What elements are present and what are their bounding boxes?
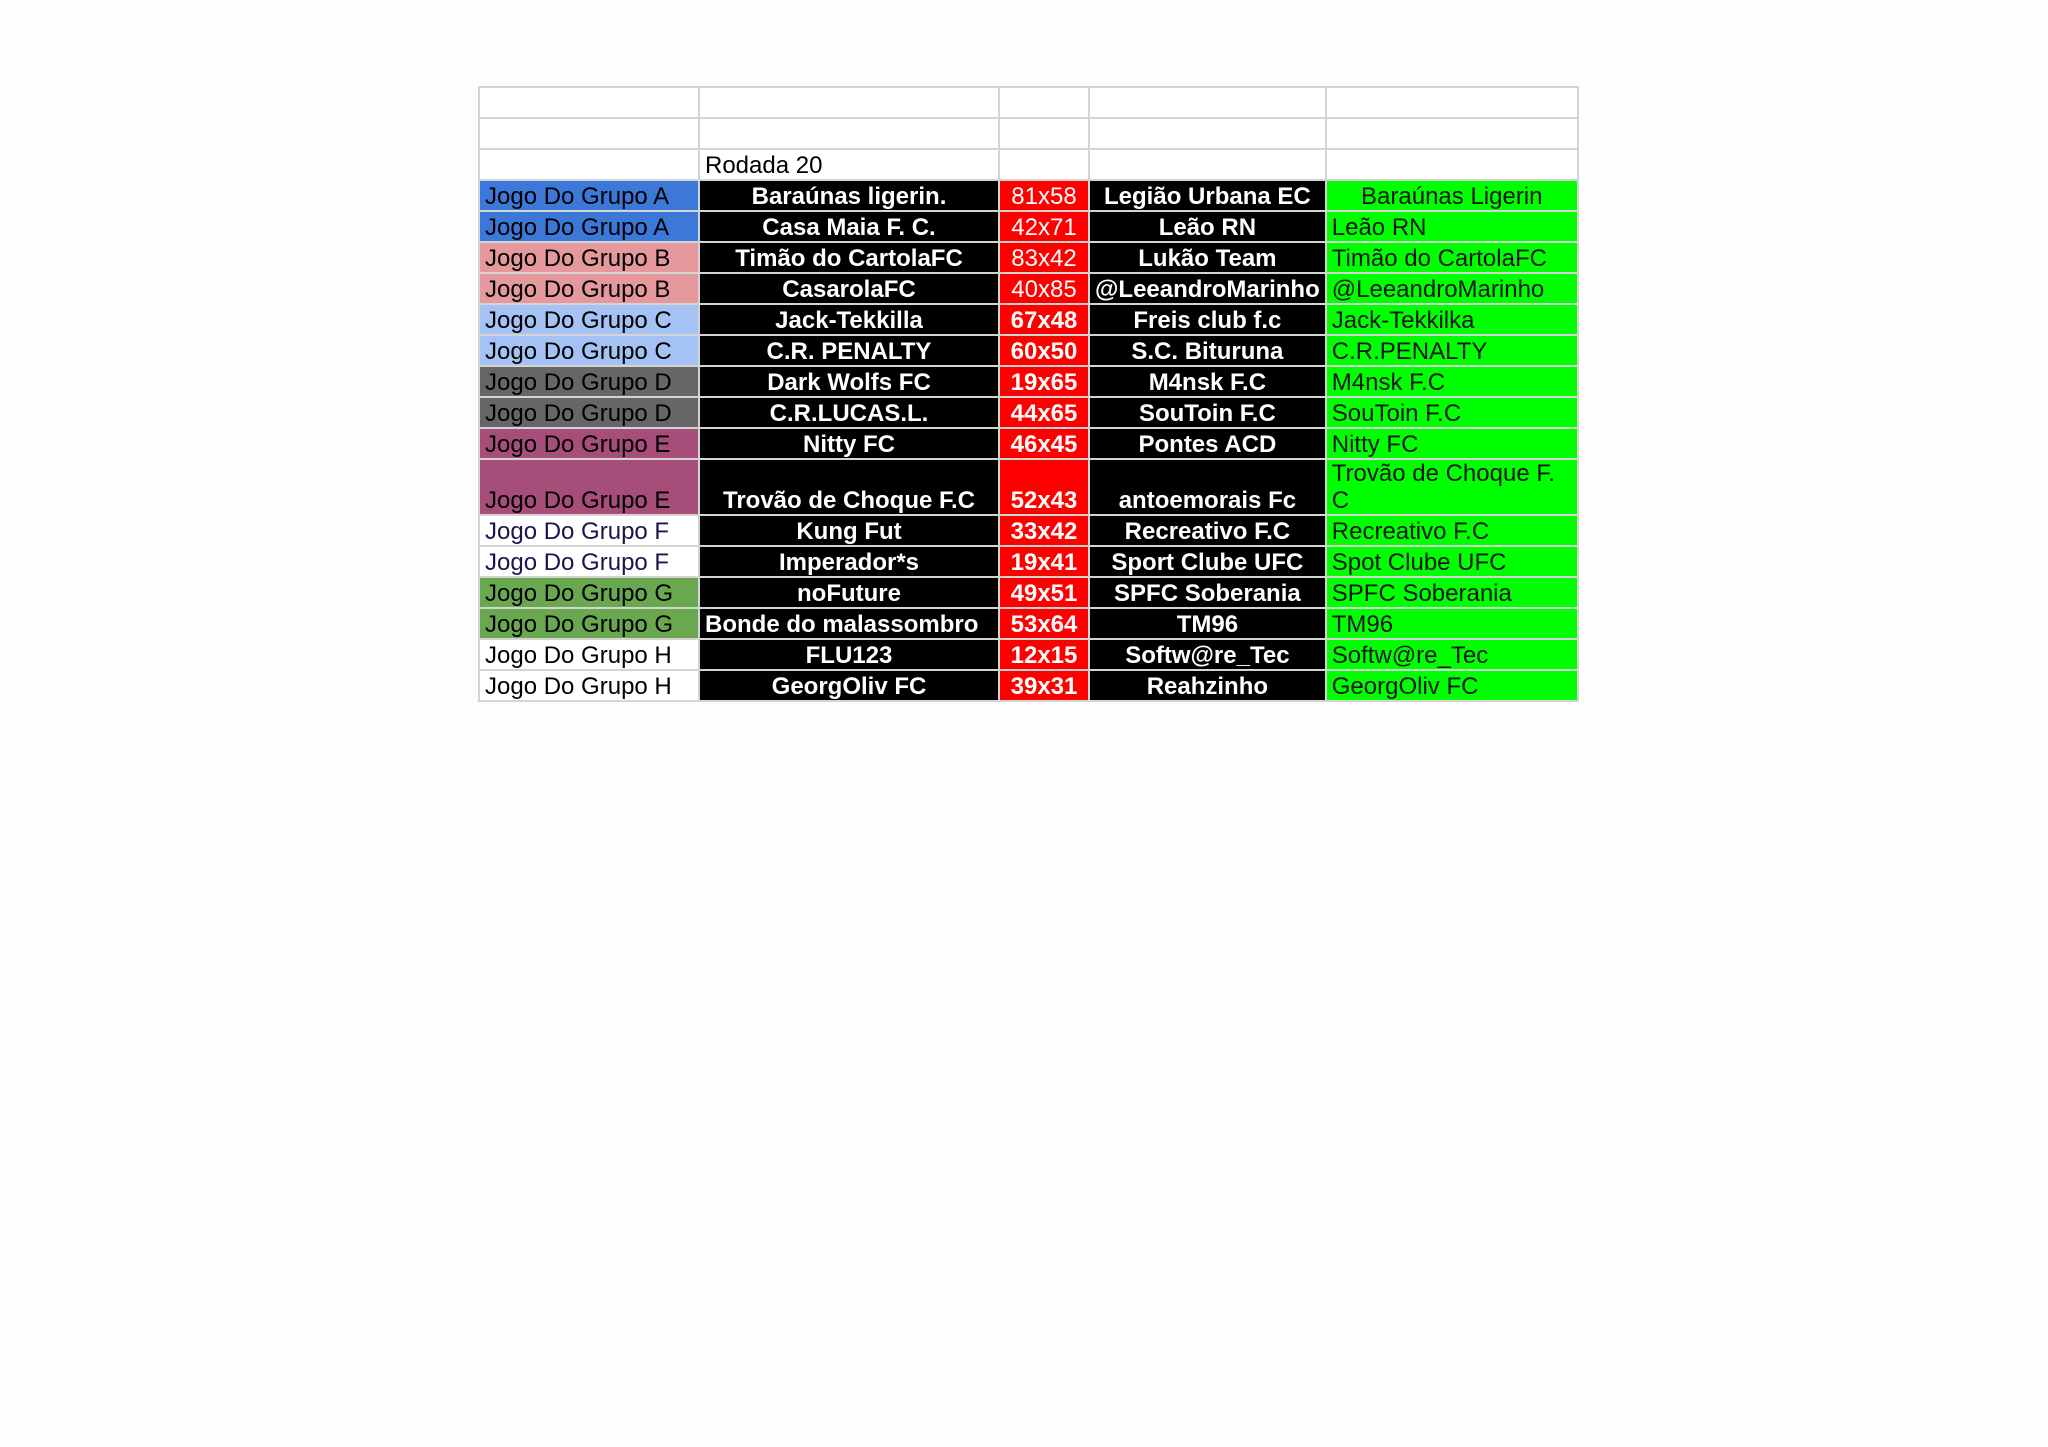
winner-cell[interactable]: Leão RN bbox=[1326, 211, 1578, 242]
home-team-cell[interactable]: Jack-Tekkilla bbox=[699, 304, 999, 335]
group-cell[interactable]: Jogo Do Grupo G bbox=[479, 608, 699, 639]
away-team-cell[interactable]: SPFC Soberania bbox=[1089, 577, 1326, 608]
score-cell[interactable]: 81x58 bbox=[999, 180, 1089, 211]
empty-cell[interactable] bbox=[699, 87, 999, 118]
winner-cell[interactable]: Baraúnas Ligerin bbox=[1326, 180, 1578, 211]
score-cell[interactable]: 33x42 bbox=[999, 515, 1089, 546]
round-header[interactable]: Rodada 20 bbox=[699, 149, 999, 180]
match-row bbox=[479, 180, 1578, 211]
match-row bbox=[479, 242, 1578, 273]
home-team-cell[interactable]: Trovão de Choque F.C bbox=[699, 459, 999, 515]
group-cell[interactable]: Jogo Do Grupo G bbox=[479, 577, 699, 608]
score-cell[interactable]: 42x71 bbox=[999, 211, 1089, 242]
match-row bbox=[479, 670, 1578, 701]
match-row bbox=[479, 304, 1578, 335]
score-cell[interactable]: 49x51 bbox=[999, 577, 1089, 608]
home-team-cell[interactable]: Timão do CartolaFC bbox=[699, 242, 999, 273]
group-cell[interactable]: Jogo Do Grupo C bbox=[479, 335, 699, 366]
score-cell[interactable]: 52x43 bbox=[999, 459, 1089, 515]
header-row bbox=[479, 149, 1578, 180]
home-team-cell[interactable]: C.R.LUCAS.L. bbox=[699, 397, 999, 428]
empty-cell[interactable] bbox=[1326, 118, 1578, 149]
home-team-cell[interactable]: CasarolaFC bbox=[699, 273, 999, 304]
match-row bbox=[479, 273, 1578, 304]
away-team-cell[interactable]: TM96 bbox=[1089, 608, 1326, 639]
score-cell[interactable]: 44x65 bbox=[999, 397, 1089, 428]
winner-cell[interactable]: TM96 bbox=[1326, 608, 1578, 639]
match-row bbox=[479, 211, 1578, 242]
score-cell[interactable]: 19x41 bbox=[999, 546, 1089, 577]
match-row bbox=[479, 608, 1578, 639]
group-cell[interactable]: Jogo Do Grupo C bbox=[479, 304, 699, 335]
away-team-cell[interactable]: Reahzinho bbox=[1089, 670, 1326, 701]
match-row bbox=[479, 639, 1578, 670]
away-team-cell[interactable]: Freis club f.c bbox=[1089, 304, 1326, 335]
away-team-cell[interactable]: Lukão Team bbox=[1089, 242, 1326, 273]
group-cell[interactable]: Jogo Do Grupo F bbox=[479, 515, 699, 546]
match-row bbox=[479, 428, 1578, 459]
winner-cell[interactable]: Timão do CartolaFC bbox=[1326, 242, 1578, 273]
score-cell[interactable]: 39x31 bbox=[999, 670, 1089, 701]
group-cell[interactable]: Jogo Do Grupo H bbox=[479, 670, 699, 701]
group-cell[interactable]: Jogo Do Grupo D bbox=[479, 397, 699, 428]
empty-cell[interactable] bbox=[1089, 149, 1326, 180]
away-team-cell[interactable]: SouToin F.C bbox=[1089, 397, 1326, 428]
empty-cell[interactable] bbox=[1089, 118, 1326, 149]
empty-cell[interactable] bbox=[999, 118, 1089, 149]
score-cell[interactable]: 19x65 bbox=[999, 366, 1089, 397]
away-team-cell[interactable]: @LeeandroMarinho bbox=[1089, 273, 1326, 304]
score-cell[interactable]: 83x42 bbox=[999, 242, 1089, 273]
home-team-cell[interactable]: C.R. PENALTY bbox=[699, 335, 999, 366]
home-team-cell[interactable]: Kung Fut bbox=[699, 515, 999, 546]
away-team-cell[interactable]: Sport Clube UFC bbox=[1089, 546, 1326, 577]
group-cell[interactable]: Jogo Do Grupo A bbox=[479, 211, 699, 242]
empty-cell[interactable] bbox=[999, 149, 1089, 180]
winner-cell[interactable]: Spot Clube UFC bbox=[1326, 546, 1578, 577]
home-team-cell[interactable]: Baraúnas ligerin. bbox=[699, 180, 999, 211]
winner-cell[interactable]: Recreativo F.C bbox=[1326, 515, 1578, 546]
away-team-cell[interactable]: Legião Urbana EC bbox=[1089, 180, 1326, 211]
score-cell[interactable]: 12x15 bbox=[999, 639, 1089, 670]
home-team-cell[interactable]: GeorgOliv FC bbox=[699, 670, 999, 701]
home-team-cell[interactable]: Bonde do malassombro bbox=[699, 608, 999, 639]
match-row bbox=[479, 546, 1578, 577]
winner-cell[interactable]: M4nsk F.C bbox=[1326, 366, 1578, 397]
away-team-cell[interactable]: M4nsk F.C bbox=[1089, 366, 1326, 397]
empty-cell[interactable] bbox=[1089, 87, 1326, 118]
score-cell[interactable]: 67x48 bbox=[999, 304, 1089, 335]
home-team-cell[interactable]: Imperador*s bbox=[699, 546, 999, 577]
away-team-cell[interactable]: S.C. Bituruna bbox=[1089, 335, 1326, 366]
score-cell[interactable]: 60x50 bbox=[999, 335, 1089, 366]
match-row bbox=[479, 459, 1578, 515]
home-team-cell[interactable]: Casa Maia F. C. bbox=[699, 211, 999, 242]
results-table bbox=[478, 86, 1579, 702]
winner-cell[interactable]: Softw@re_Tec bbox=[1326, 639, 1578, 670]
empty-cell[interactable] bbox=[999, 87, 1089, 118]
empty-row bbox=[479, 118, 1578, 149]
match-row bbox=[479, 366, 1578, 397]
empty-cell[interactable] bbox=[479, 118, 699, 149]
empty-cell[interactable] bbox=[479, 87, 699, 118]
away-team-cell[interactable]: Leão RN bbox=[1089, 211, 1326, 242]
group-cell[interactable]: Jogo Do Grupo B bbox=[479, 273, 699, 304]
score-cell[interactable]: 53x64 bbox=[999, 608, 1089, 639]
group-cell[interactable]: Jogo Do Grupo E bbox=[479, 459, 699, 515]
winner-cell[interactable]: @LeeandroMarinho bbox=[1326, 273, 1578, 304]
match-row bbox=[479, 577, 1578, 608]
score-cell[interactable]: 46x45 bbox=[999, 428, 1089, 459]
group-cell[interactable]: Jogo Do Grupo H bbox=[479, 639, 699, 670]
empty-cell[interactable] bbox=[1326, 87, 1578, 118]
home-team-cell[interactable]: Nitty FC bbox=[699, 428, 999, 459]
group-cell[interactable]: Jogo Do Grupo E bbox=[479, 428, 699, 459]
winner-cell[interactable]: GeorgOliv FC bbox=[1326, 670, 1578, 701]
match-row bbox=[479, 397, 1578, 428]
empty-cell[interactable] bbox=[699, 118, 999, 149]
away-team-cell[interactable]: Pontes ACD bbox=[1089, 428, 1326, 459]
away-team-cell[interactable]: Recreativo F.C bbox=[1089, 515, 1326, 546]
winner-cell[interactable]: Trovão de Choque F. C bbox=[1326, 459, 1578, 515]
group-cell[interactable]: Jogo Do Grupo D bbox=[479, 366, 699, 397]
empty-row bbox=[479, 87, 1578, 118]
match-row bbox=[479, 335, 1578, 366]
group-cell[interactable]: Jogo Do Grupo A bbox=[479, 180, 699, 211]
winner-cell[interactable]: Jack-Tekkilka bbox=[1326, 304, 1578, 335]
winner-cell[interactable]: SPFC Soberania bbox=[1326, 577, 1578, 608]
home-team-cell[interactable]: noFuture bbox=[699, 577, 999, 608]
winner-header[interactable]: Vencedor bbox=[1326, 149, 1578, 180]
group-cell[interactable]: Jogo Do Grupo F bbox=[479, 546, 699, 577]
group-cell[interactable]: Jogo Do Grupo B bbox=[479, 242, 699, 273]
match-row bbox=[479, 515, 1578, 546]
home-team-cell[interactable]: Dark Wolfs FC bbox=[699, 366, 999, 397]
winner-cell[interactable]: Nitty FC bbox=[1326, 428, 1578, 459]
empty-cell[interactable] bbox=[479, 149, 699, 180]
away-team-cell[interactable]: antoemorais Fc bbox=[1089, 459, 1326, 515]
away-team-cell[interactable]: Softw@re_Tec bbox=[1089, 639, 1326, 670]
score-cell[interactable]: 40x85 bbox=[999, 273, 1089, 304]
winner-cell[interactable]: SouToin F.C bbox=[1326, 397, 1578, 428]
winner-cell[interactable]: C.R.PENALTY bbox=[1326, 335, 1578, 366]
home-team-cell[interactable]: FLU123 bbox=[699, 639, 999, 670]
